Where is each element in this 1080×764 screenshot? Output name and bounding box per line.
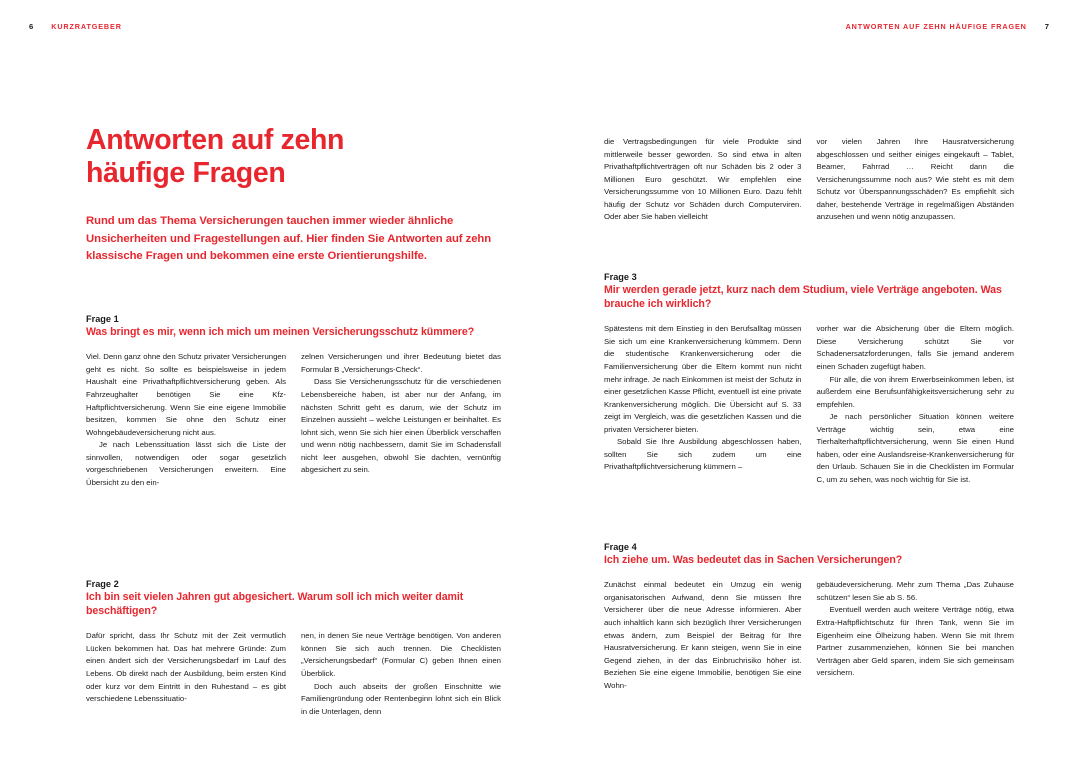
headline-line-2: häufige Fragen (86, 157, 286, 190)
paragraph: Für alle, die von ihrem Erwerbseinkommen leben, ist außerdem eine Berufsunfähigkeitsversicherung sehr zu empfehlen. (816, 374, 1014, 409)
question-1-title: Was bringt es mir, wenn ich mich um meinen Versicherungsschutz kümmere? (86, 326, 475, 339)
paragraph: Sobald Sie Ihre Ausbildung abgeschlossen haben, sollten Sie sich zudem um eine Privathaftpflichtversicherung kümmern – (604, 437, 802, 472)
question-4-label: Frage 4 (604, 542, 637, 552)
question-block-3 (604, 271, 1014, 486)
question-2-column-2 (301, 630, 501, 718)
question-2-body (86, 630, 501, 718)
paragraph: Dafür spricht, dass Ihr Schutz mit der Zeit vermutlich Lücken bekommen hat. Das hat mehrere Gründe: Zum einen ändert sich der Versicherungsbedarf im Lauf des Lebens. Ob direkt nach der Ausbildung, beim ersten Kind oder kurz vor dem Eintritt in den Ruhestand – es gibt verschiedene Lebenssituatio- (86, 631, 286, 704)
paragraph: Je nach Lebenssituation lässt sich die Liste der sinnvollen, notwendigen oder sogar gesetzlich vorgeschriebenen Versicherungen erweitern. Eine Übersicht zu den ein- (86, 440, 286, 487)
paragraph: Je nach persönlicher Situation können weitere Verträge wichtig sein, etwa eine Tierhalterhaftpflichtversicherung, wenn Sie einen Hund haben, oder eine Auslandsreise-Krankenversicherung für den Urlaub. Schauen Sie in die Checklisten im Formular C, um zu sehen, was noch wichtig für Sie ist. (816, 412, 1014, 484)
question-1-body (86, 351, 501, 489)
paragraph: Zunächst einmal bedeutet ein Umzug ein wenig organisatorischen Aufwand, denn Sie müssen Ihre Versicherer über die neue Adresse informieren. Aber auch inhaltlich kann sich bezüglich Ihrer Versicherungen etwas ändern, zum Beispiel der Beitrag für Ihre Hausratversicherung. Er kann steigen, wenn Sie in eine Gegend ziehen, in der das Einbruchrisiko höher ist. Beziehen Sie eine eigene Immobilie, benötigen Sie eine Wohn- (604, 580, 802, 690)
question-3-column-2 (817, 323, 1015, 486)
running-head-right-title: ANTWORTEN AUF ZEHN HÄUFIGE FRAGEN (845, 22, 1027, 31)
paragraph: Eventuell werden auch weitere Verträge nötig, etwa Extra-Haftpflichtschutz für Ihren Tank, wenn Sie im Eigenheim eine Ölheizung haben. Wenn Sie mit Ihrem Partner zusammenziehen, können Sie bei manchen Verträgen aber Geld sparen, indem Sie sich gemeinsam versichern. (816, 605, 1014, 678)
question-4-column-1 (604, 579, 802, 692)
question-1-label: Frage 1 (86, 314, 119, 324)
right-page (540, 0, 1080, 764)
question-2-title: Ich bin seit vielen Jahren gut abgesichert. Warum soll ich mich weiter damit beschäftigen? (86, 591, 464, 618)
question-3-title: Mir werden gerade jetzt, kurz nach dem Studium, viele Verträge angeboten. Was brauche ich wirklich? (604, 284, 1002, 311)
continuation-column-1 (604, 136, 802, 224)
question-4-title: Ich ziehe um. Was bedeutet das in Sachen Versicherungen? (604, 554, 903, 567)
question-1-column-1 (86, 351, 286, 489)
paragraph: Dass Sie Versicherungsschutz für die verschiedenen Lebensbereiche haben, ist aber nur der Anfang, im nächsten Schritt geht es darum, wie der Schutz im Einzelnen aussieht – welche Leistungen er beinhaltet. Es lohnt sich, wenn Sie sich hier einen Überblick verschaffen und wenn nötig nachbessern, damit Sie im Schadensfall nicht leer ausgehen, obwohl Sie dachten, vernünftig abgesichert zu sein. (301, 377, 501, 475)
paragraph: Spätestens mit dem Einstieg in den Berufsalltag müssen Sie sich um eine Krankenversicherung kümmern. Denn die studentische Krankenversicherung oder die Familienversicherung über die Eltern kommt nun nicht mehr infrage. Je nach Einkommen ist meist der Schutz in einer gesetzlichen Kasse Pflicht, eventuell ist eine private Krankenversicherung möglich. Die Übersicht auf S. 33 zeigt im Vergleich, was die gesetzlichen Kassen und die privaten Versicherer bieten. (604, 324, 802, 434)
question-block-1 (86, 313, 501, 489)
question-block-4 (604, 541, 1014, 692)
running-head-left-title: KURZRATGEBER (51, 22, 122, 31)
question-1-column-2 (301, 351, 501, 489)
page-title (86, 124, 501, 191)
page-number-left: 6 (29, 22, 34, 31)
question-2-label: Frage 2 (86, 579, 119, 589)
paragraph: nen, in denen Sie neue Verträge benötigen. Von anderen können Sie sich auch trennen. Die Checklisten „Versicherungsbedarf“ (Formular C) geben Ihnen einen Überblick. (301, 631, 501, 678)
question-4-body (604, 579, 1014, 692)
continuation-column-2 (817, 136, 1015, 224)
headline-line-1: Antworten auf zehn (86, 124, 345, 156)
running-head-right (846, 23, 1049, 31)
question-3-column-1 (604, 323, 802, 486)
question-3-body (604, 323, 1014, 486)
paragraph: Doch auch abseits der großen Einschnitte wie Familiengründung oder Rentenbeginn lohnt sich ein Blick in die Unterlagen, denn (301, 681, 501, 716)
running-head-left (29, 23, 122, 31)
paragraph: vor vielen Jahren Ihre Hausratversicherung abgeschlossen und seither einiges eingekauft – Tablet, Beamer, Fahrrad … Reicht dann die Versicherungssumme noch aus? Wie steht es mit dem Schutz vor Überspannungsschäden? Es empfiehlt sich daher, bestehende Verträge in regelmäßigen Abständen anzusehen und wenn nötig anzupassen. (816, 137, 1014, 222)
question-3-label: Frage 3 (604, 272, 637, 282)
paragraph: zelnen Versicherungen und ihrer Bedeutung bietet das Formular B „Versicherungs-Check“. (301, 352, 501, 374)
paragraph: Viel. Denn ganz ohne den Schutz privater Versicherungen geht es nicht. So sollte es beispielsweise in jedem Haushalt eine Privathaftpflichtversicherung geben. Als Fahrzeughalter benötigen Sie eine Kfz-Haftpflichtversicherung. Wenn Sie eine eigene Immobilie besitzen, kommen Sie ohne den Schutz einer Wohngebäudeversicherung nicht aus. (86, 352, 286, 437)
page-number-right: 7 (1044, 22, 1049, 31)
question-2-column-1 (86, 630, 286, 718)
continuation-text (604, 136, 1014, 224)
left-page-intro (86, 124, 501, 318)
question-block-2 (86, 578, 501, 718)
standfirst: Rund um das Thema Versicherungen tauchen immer wieder ähnliche Unsicherheiten und Fragestellungen auf. Hier finden Sie Antworten auf zehn klassische Fragen und bekommen eine erste Orientierungshilfe. (86, 214, 492, 263)
paragraph: vorher war die Absicherung über die Eltern möglich. Diese Versicherung schützt Sie vor Schadenersatzforderungen, falls Sie jemand anderem einen Schaden zugefügt haben. (816, 324, 1014, 371)
paragraph: die Vertragsbedingungen für viele Produkte sind mittlerweile besser geworden. So sind etwa in alten Privathaftpflichtverträgen oft nur Schäden bis 2 oder 3 Millionen Euro geschützt. Wir empfehlen eine Versicherungssumme von 10 Millionen Euro. Dazu fehlt häufig der Schutz vor Schäden durch Computerviren. Oder aber Sie haben vielleicht (604, 137, 802, 222)
paragraph: gebäudeversicherung. Mehr zum Thema „Das Zuhause schützen“ lesen Sie ab S. 56. (816, 580, 1014, 602)
question-4-column-2 (817, 579, 1015, 692)
